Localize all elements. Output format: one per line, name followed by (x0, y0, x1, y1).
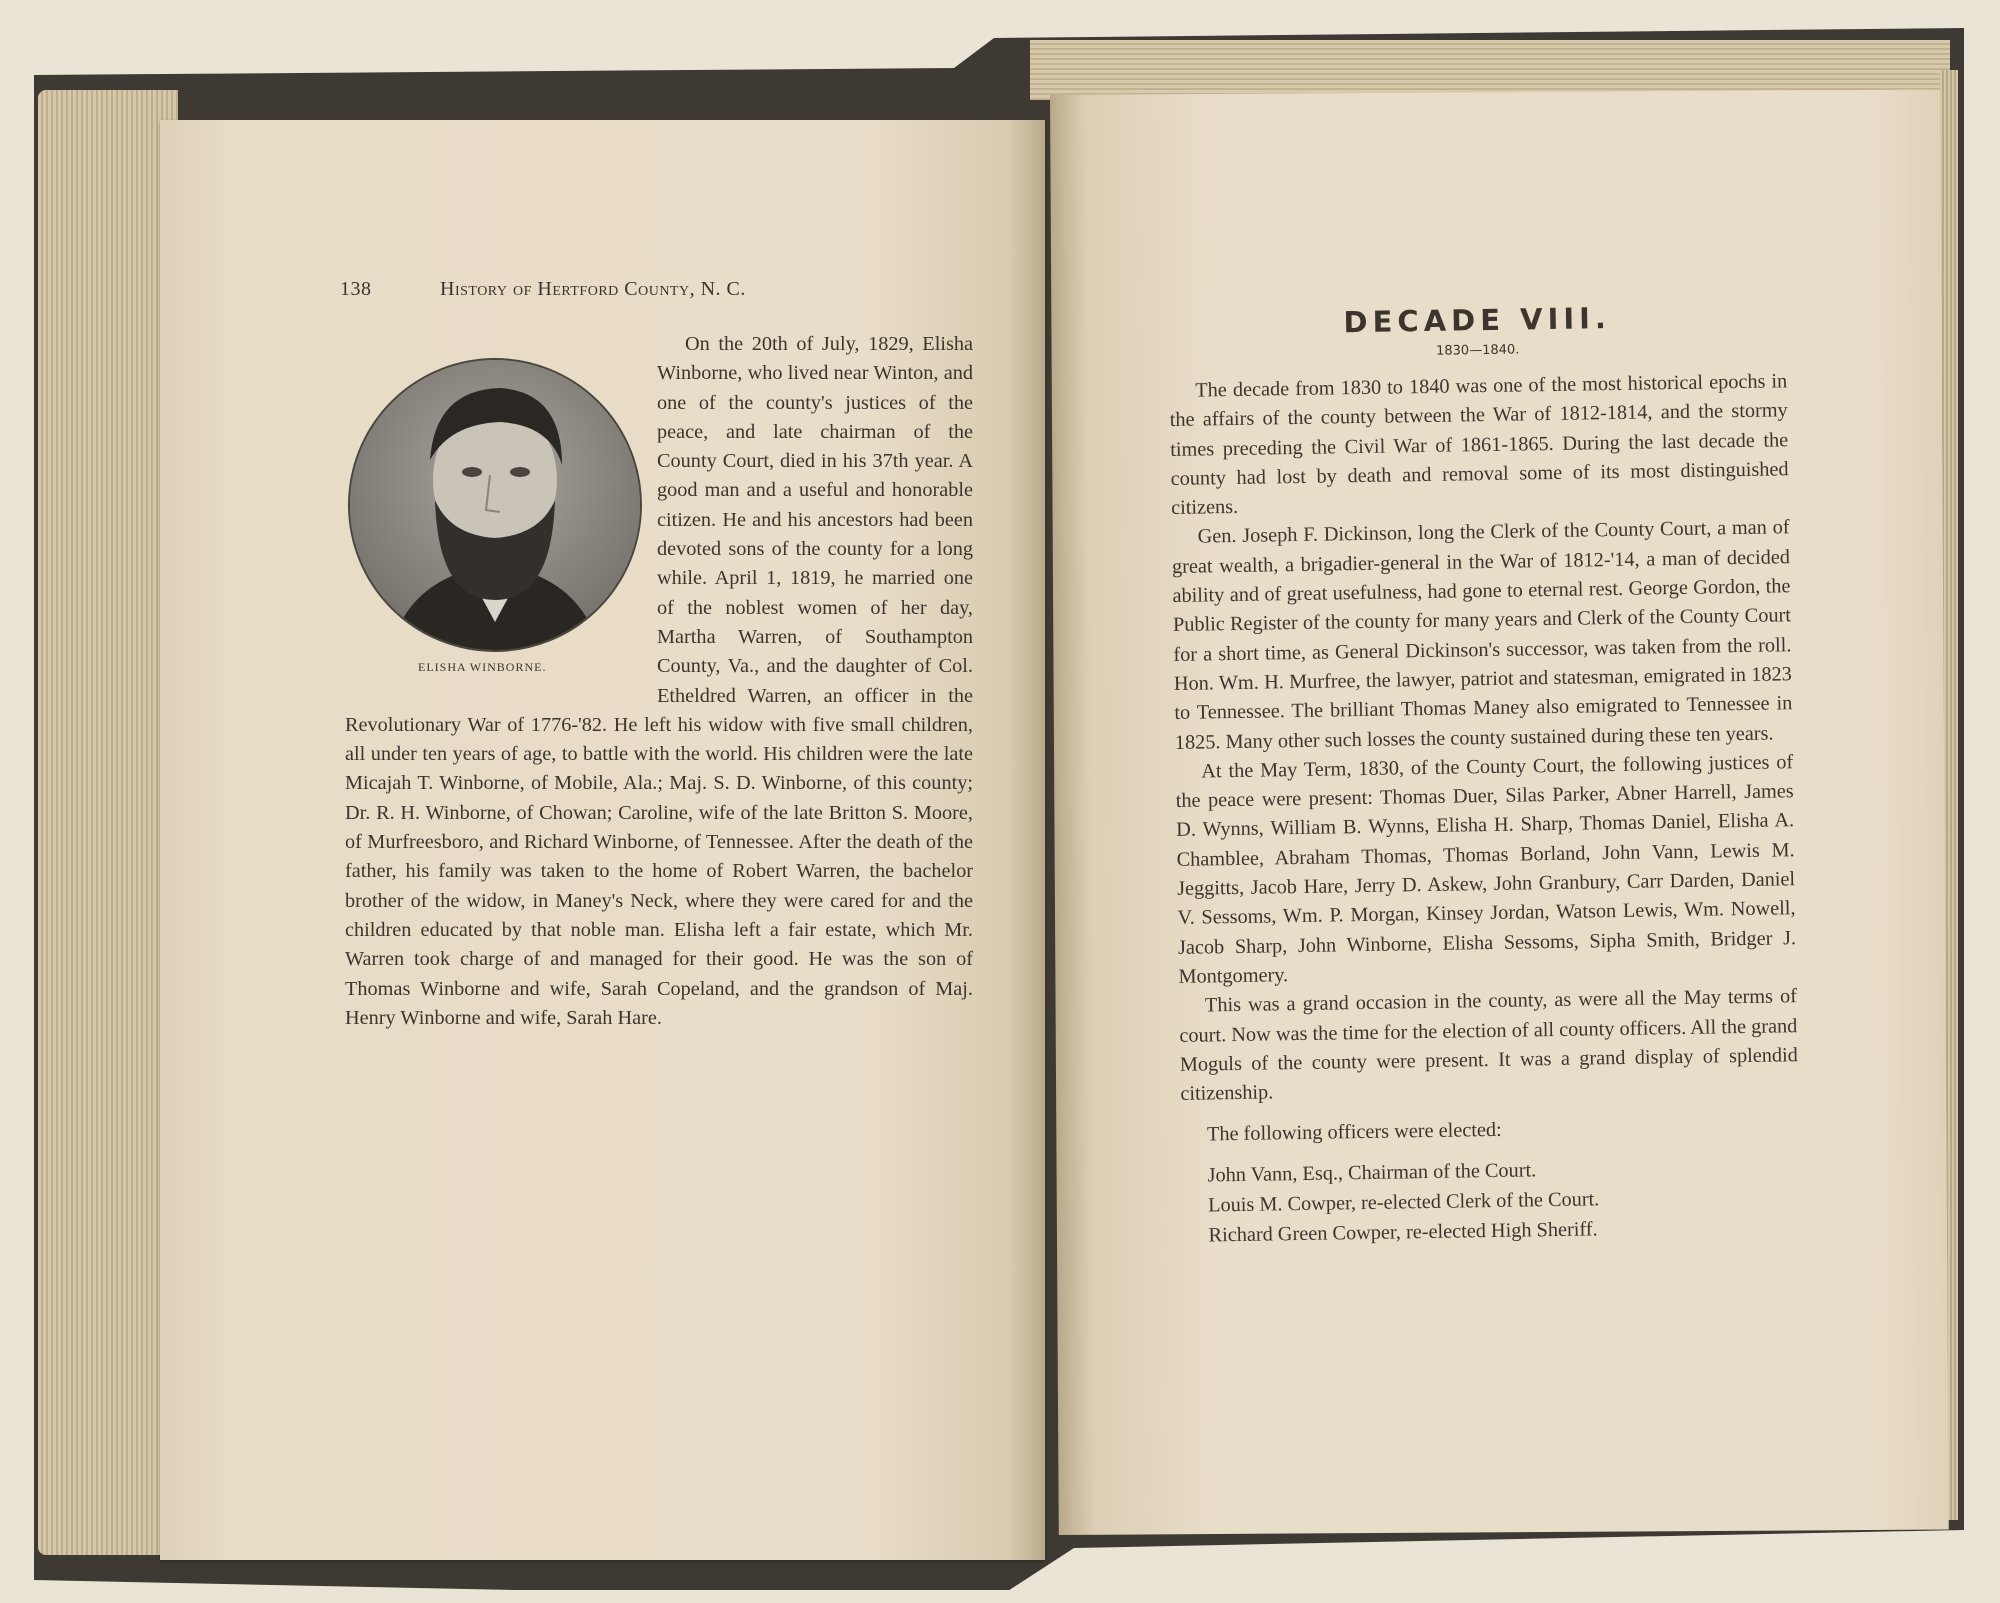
paragraph-3: At the May Term, 1830, of the County Court, the following justices of the peace were present: Thomas Duer, Silas Parker, Abner Harrell, James D. Wynns, William B. Wynns, Elisha H. Sharp, Thomas Daniel, Elisha A. Chamblee, Abraham Thomas, Thomas Borland, John Vann, Lewis M. Jeggitts, Jacob Hare, Jerry D. Askew, John Granbury, Carr Darden, Daniel V. Sessoms, Wm. P. Morgan, Kinsey Jordan, Watson Lewis, Wm. Nowell, Jacob Sharp, John Winborne, Elisha Sessoms, Sipha Smith, Bridger J. Montgomery. (1175, 751, 1797, 988)
officer-chairman: John Vann, Esq., Chairman of the Court. (1207, 1159, 1537, 1187)
running-head-title: History of Hertford County, N. C. (440, 278, 746, 300)
officers-intro: The following officers were elected: (1206, 1119, 1502, 1146)
officer-clerk: Louis M. Cowper, re-elected Clerk of the Court. (1207, 1188, 1600, 1217)
paragraph-2: Gen. Joseph F. Dickinson, long the Clerk of the County Court, a man of great wealth, a brigadier-general in the War of 1812-'14, a man of decided ability and of great usefulness, had gone to eternal rest. George Gordon, the Public Register of the county for many years and Clerk of the County Court for a short time, as General Dickinson's successor, was taken from the roll. Hon. Wm. H. Murfree, the lawyer, patriot and statesman, emigrated in 1823 to Tennessee. The brilliant Thomas Maney also emigrated to Tennessee in 1825. Many other such losses the county sustained during these ten years. (1171, 516, 1793, 754)
paragraph-4: This was a grand occasion in the county, as were all the May terms of court. Now was the time for the election of all county officers. All the grand Moguls of the county were present. It was a grand display of splendid citizenship. (1179, 985, 1798, 1106)
left-page-edges (38, 90, 178, 1555)
portrait-caption: ELISHA WINBORNE. (418, 660, 547, 674)
page-number: 138 (340, 278, 372, 300)
left-page-text (345, 330, 973, 1033)
right-page-text (1168, 298, 1801, 1250)
biography-paragraph: On the 20th of July, 1829, Elisha Winborne, who lived near Winton, and one of the county's justices of the peace, and late chairman of the County Court, died in his 37th year. A good man and a useful and honorable citizen. He and his ancestors had been devoted sons of the county for a long while. April 1, 1819, he married one of the noblest women of her day, Martha Warren, of Southampton County, Va., and the daughter of Col. Etheldred Warren, an officer in the Revolutionary War of 1776-'82. He left his widow with five small children, all under ten years of age, to battle with the world. His children were the late Micajah T. Winborne, of Mobile, Ala.; Maj. S. D. Winborne, of this county; Dr. R. H. Winborne, of Chowan; Caroline, wife of the late Britton S. Moore, of Murfreesboro, and Richard Winborne, of Tennessee. After the death of the father, his family was taken to the home of Robert Warren, the bachelor brother of the widow, in Maney's Neck, where they were cared for and the children educated by that noble man. Elisha left a fair estate, which Mr. Warren took charge of and managed for their good. He was the son of Thomas Winborne and wife, Sarah Copeland, and the grandson of Maj. Henry Winborne and wife, Sarah Hare. (345, 333, 973, 1029)
paragraph-1: The decade from 1830 to 1840 was one of the most historical epochs in the affairs of the county between the War of 1812-1814, and the stormy times preceding the Civil War of 1861-1865. During the last decade the county had lost by death and removal some of its most distinguished citizens. (1169, 370, 1789, 520)
chapter-title: DECADE VIII. (1343, 301, 1612, 340)
running-head (340, 278, 860, 301)
officer-sheriff: Richard Green Cowper, re-elected High Sheriff. (1208, 1218, 1598, 1247)
chapter-years: 1830—1840. (1435, 342, 1520, 359)
portrait-space (345, 330, 657, 705)
officers-list (1181, 1151, 1800, 1251)
